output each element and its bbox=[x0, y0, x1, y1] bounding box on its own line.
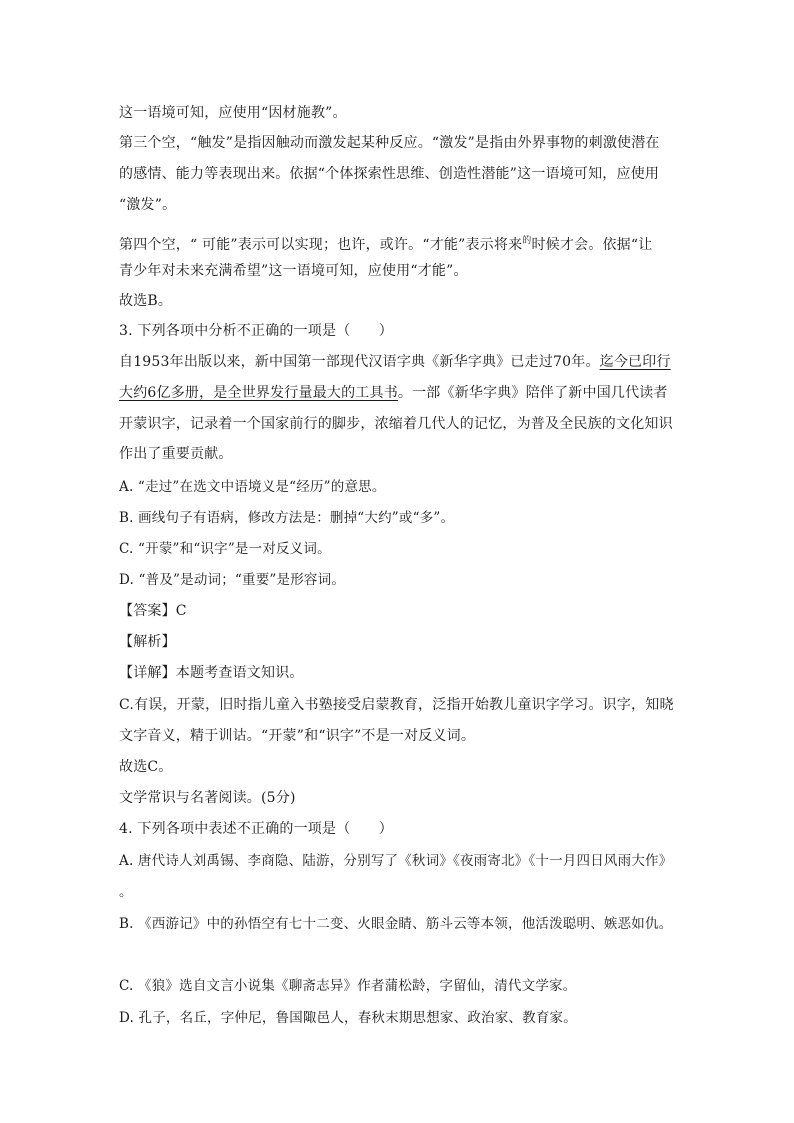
superscript-char: 的 bbox=[522, 236, 532, 246]
passage-line: 开蒙识字，记录着一个国家前行的脚步，浓缩着几代人的记忆，为普及全民族的文化知识 bbox=[119, 416, 673, 432]
text-line: 这一语境可知，应使用“因材施教”。 bbox=[119, 105, 347, 121]
text-line: “激发”。 bbox=[119, 197, 177, 213]
option-c: C. “开蒙”和“识字”是一对反义词。 bbox=[119, 541, 331, 557]
section-heading: 文学常识与名著阅读。(5分) bbox=[119, 790, 296, 806]
option-a: A. “走过”在选文中语境义是“经历”的意思。 bbox=[119, 479, 386, 495]
text-line: 故选B。 bbox=[119, 293, 173, 309]
option-b: B. 画线句子有语病，修改方法是：删掉“大约”或“多”。 bbox=[119, 510, 455, 526]
passage-line: 作出了重要贡献。 bbox=[119, 446, 233, 462]
text-line: 第三个空，“触发”是指因触动而激发起某种反应。“激发”是指由外界事物的刺激使潜在 bbox=[119, 135, 660, 151]
passage-line bbox=[119, 353, 671, 371]
explanation-line: C.有误，开蒙，旧时指儿童入书塾接受启蒙教育，泛指开始教儿童识字学习。识字，知晓 bbox=[119, 697, 674, 713]
q4-option-b: B. 《西游记》中的孙悟空有七十二变、火眼金睛、筋斗云等本领，他活泼聪明、嫉恶如仇。 bbox=[119, 916, 673, 932]
q4-option-c: C. 《狼》选自文言小说集《聊斋志异》作者蒲松龄，字留仙，清代文学家。 bbox=[119, 978, 577, 994]
text-span: 。一部《新华字典》陪伴了新中国几代读者 bbox=[397, 385, 668, 401]
question-3-stem: 3. 下列各项中分析不正确的一项是（ ） bbox=[119, 323, 394, 339]
underlined-sentence: 大约6亿多册，是全世界发行量最大的工具书 bbox=[119, 385, 398, 401]
passage-line bbox=[119, 384, 668, 402]
explanation-line: 故选C。 bbox=[119, 759, 173, 775]
analysis-label: 【解析】 bbox=[119, 634, 176, 650]
q4-option-a-cont: 。 bbox=[119, 884, 133, 900]
text-line bbox=[119, 232, 652, 254]
q4-option-a: A. 唐代诗人刘禹锡、李商隐、陆游，分别写了《秋词》《夜雨寄北》《十一月四日风雨大作》 bbox=[119, 853, 673, 869]
underlined-sentence: 迄今已印行 bbox=[599, 354, 671, 370]
q4-option-d: D. 孔子，名丘，字仲尼，鲁国陬邑人，春秋末期思想家、政治家、教育家。 bbox=[119, 1010, 577, 1026]
answer-label: 【答案】C bbox=[119, 603, 187, 619]
text-line: 青少年对未来充满希望”这一语境可知，应使用“才能”。 bbox=[119, 263, 468, 279]
explanation-line: 文字音义，精于训诂。“开蒙”和“识字”不是一对反义词。 bbox=[119, 728, 476, 744]
text-line: 的感情、能力等表现出来。依据“个体探索性思维、创造性潜能”这一语境可知，应使用 bbox=[119, 166, 660, 182]
option-d: D. “普及”是动词；“重要”是形容词。 bbox=[119, 572, 346, 588]
detail-label: 【详解】本题考查语文知识。 bbox=[119, 665, 304, 681]
text-span: 自1953年出版以来，新中国第一部现代汉语字典《新华字典》已走过70年。 bbox=[119, 354, 600, 370]
text-span: 时候才会。依据“让 bbox=[531, 237, 653, 253]
question-4-stem: 4. 下列各项中表述不正确的一项是（ ） bbox=[119, 821, 394, 837]
text-span: 第四个空，“ 可能”表示可以实现；也许，或许。“才能”表示将来 bbox=[119, 237, 523, 253]
